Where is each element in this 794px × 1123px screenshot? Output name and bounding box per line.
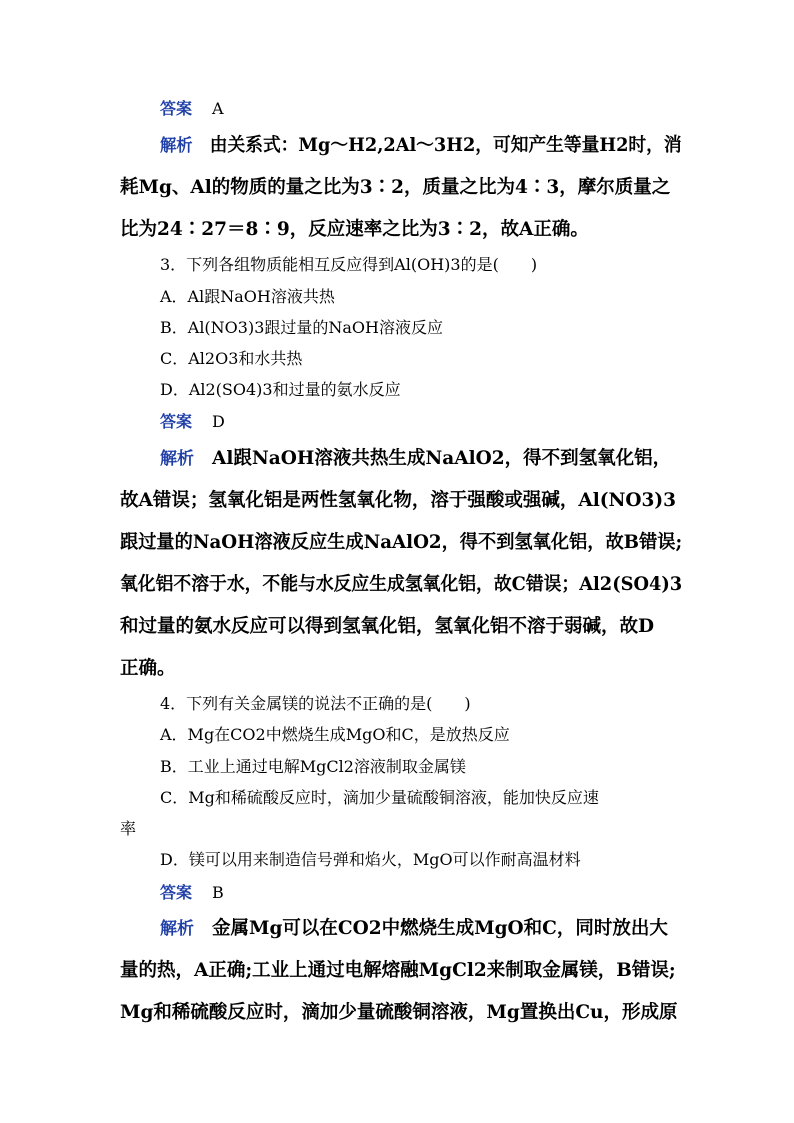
answer-value: A [212, 99, 224, 118]
answer-label: 答案 [160, 99, 193, 118]
q3-stem: 3．下列各组物质能相互反应得到Al(OH)3的是( ) [160, 255, 538, 274]
analysis-text: 耗Mg、Al的物质的量之比为3∶2，质量之比为4∶3，摩尔质量之 [120, 177, 671, 198]
answer-label: 答案 [160, 412, 193, 431]
analysis-label: 解析 [160, 919, 194, 939]
q3-option-c: C．Al2O3和水共热 [160, 349, 303, 368]
analysis-text: 金属Mg可以在CO2中燃烧生成MgO和C，同时放出大 [212, 918, 668, 939]
q4-stem: 4．下列有关金属镁的说法不正确的是( ) [160, 694, 471, 713]
analysis-label: 解析 [160, 449, 194, 469]
q3-answer-line [160, 414, 225, 430]
q3-option-b: B．Al(NO3)3跟过量的NaOH溶液反应 [160, 318, 444, 337]
q3-analysis-line-4 [120, 576, 682, 595]
q4-answer-line [160, 885, 224, 901]
q3-analysis-line-6 [120, 660, 176, 679]
analysis-text: 正确。 [120, 658, 176, 679]
q4-analysis-line-1 [160, 920, 668, 939]
answer-value: B [212, 883, 224, 902]
q4-option-d: D．镁可以用来制造信号弹和焰火，MgO可以作耐高温材料 [160, 850, 581, 869]
q2-analysis-line-1 [160, 137, 682, 156]
answer-label: 答案 [160, 883, 193, 902]
q3-analysis-line-3 [120, 534, 682, 553]
q3-analysis-line-5 [120, 618, 654, 637]
q4-option-b: B．工业上通过电解MgCl2溶液制取金属镁 [160, 757, 466, 776]
q3-analysis-line-2 [120, 492, 676, 511]
q4-analysis-line-3 [120, 1004, 678, 1023]
q4-option-c-cont: 率 [120, 819, 137, 838]
q3-option-a: A．Al跟NaOH溶液共热 [160, 287, 335, 306]
analysis-text: Al跟NaOH溶液共热生成NaAlO2，得不到氢氧化铝， [212, 448, 672, 469]
q2-answer-line [160, 101, 224, 117]
analysis-text: 比为24∶27＝8∶9，反应速率之比为3∶2，故A正确。 [120, 219, 589, 240]
q4-analysis-line-2 [120, 962, 676, 981]
answer-value: D [212, 412, 225, 431]
q2-analysis-line-2 [120, 179, 670, 198]
q4-option-c: C．Mg和稀硫酸反应时，滴加少量硫酸铜溶液，能加快反应速 [160, 788, 599, 807]
analysis-text: 量的热，A正确;工业上通过电解熔融MgCl2来制取金属镁，B错误; [120, 960, 676, 981]
analysis-text: Mg和稀硫酸反应时，滴加少量硫酸铜溶液，Mg置换出Cu，形成原 [120, 1002, 678, 1023]
analysis-label: 解析 [160, 136, 193, 156]
q3-analysis-line-1 [160, 450, 671, 469]
analysis-text: 故A错误；氢氧化铝是两性氢氧化物，溶于强酸或强碱，Al(NO3)3 [120, 490, 677, 511]
q3-option-d: D．Al2(SO4)3和过量的氨水反应 [160, 380, 401, 399]
analysis-text: 由关系式：Mg～H2,2Al～3H2，可知产生等量H2时，消 [209, 135, 682, 156]
analysis-text: 氧化铝不溶于水，不能与水反应生成氢氧化铝，故C错误；Al2(SO4)3 [120, 574, 683, 595]
q2-analysis-line-3 [120, 221, 589, 240]
analysis-text: 跟过量的NaOH溶液反应生成NaAlO2，得不到氢氧化铝，故B错误; [120, 532, 683, 553]
analysis-text: 和过量的氨水反应可以得到氢氧化铝，氢氧化铝不溶于弱碱，故D [120, 616, 655, 637]
q4-option-a: A．Mg在CO2中燃烧生成MgO和C，是放热反应 [160, 725, 510, 744]
